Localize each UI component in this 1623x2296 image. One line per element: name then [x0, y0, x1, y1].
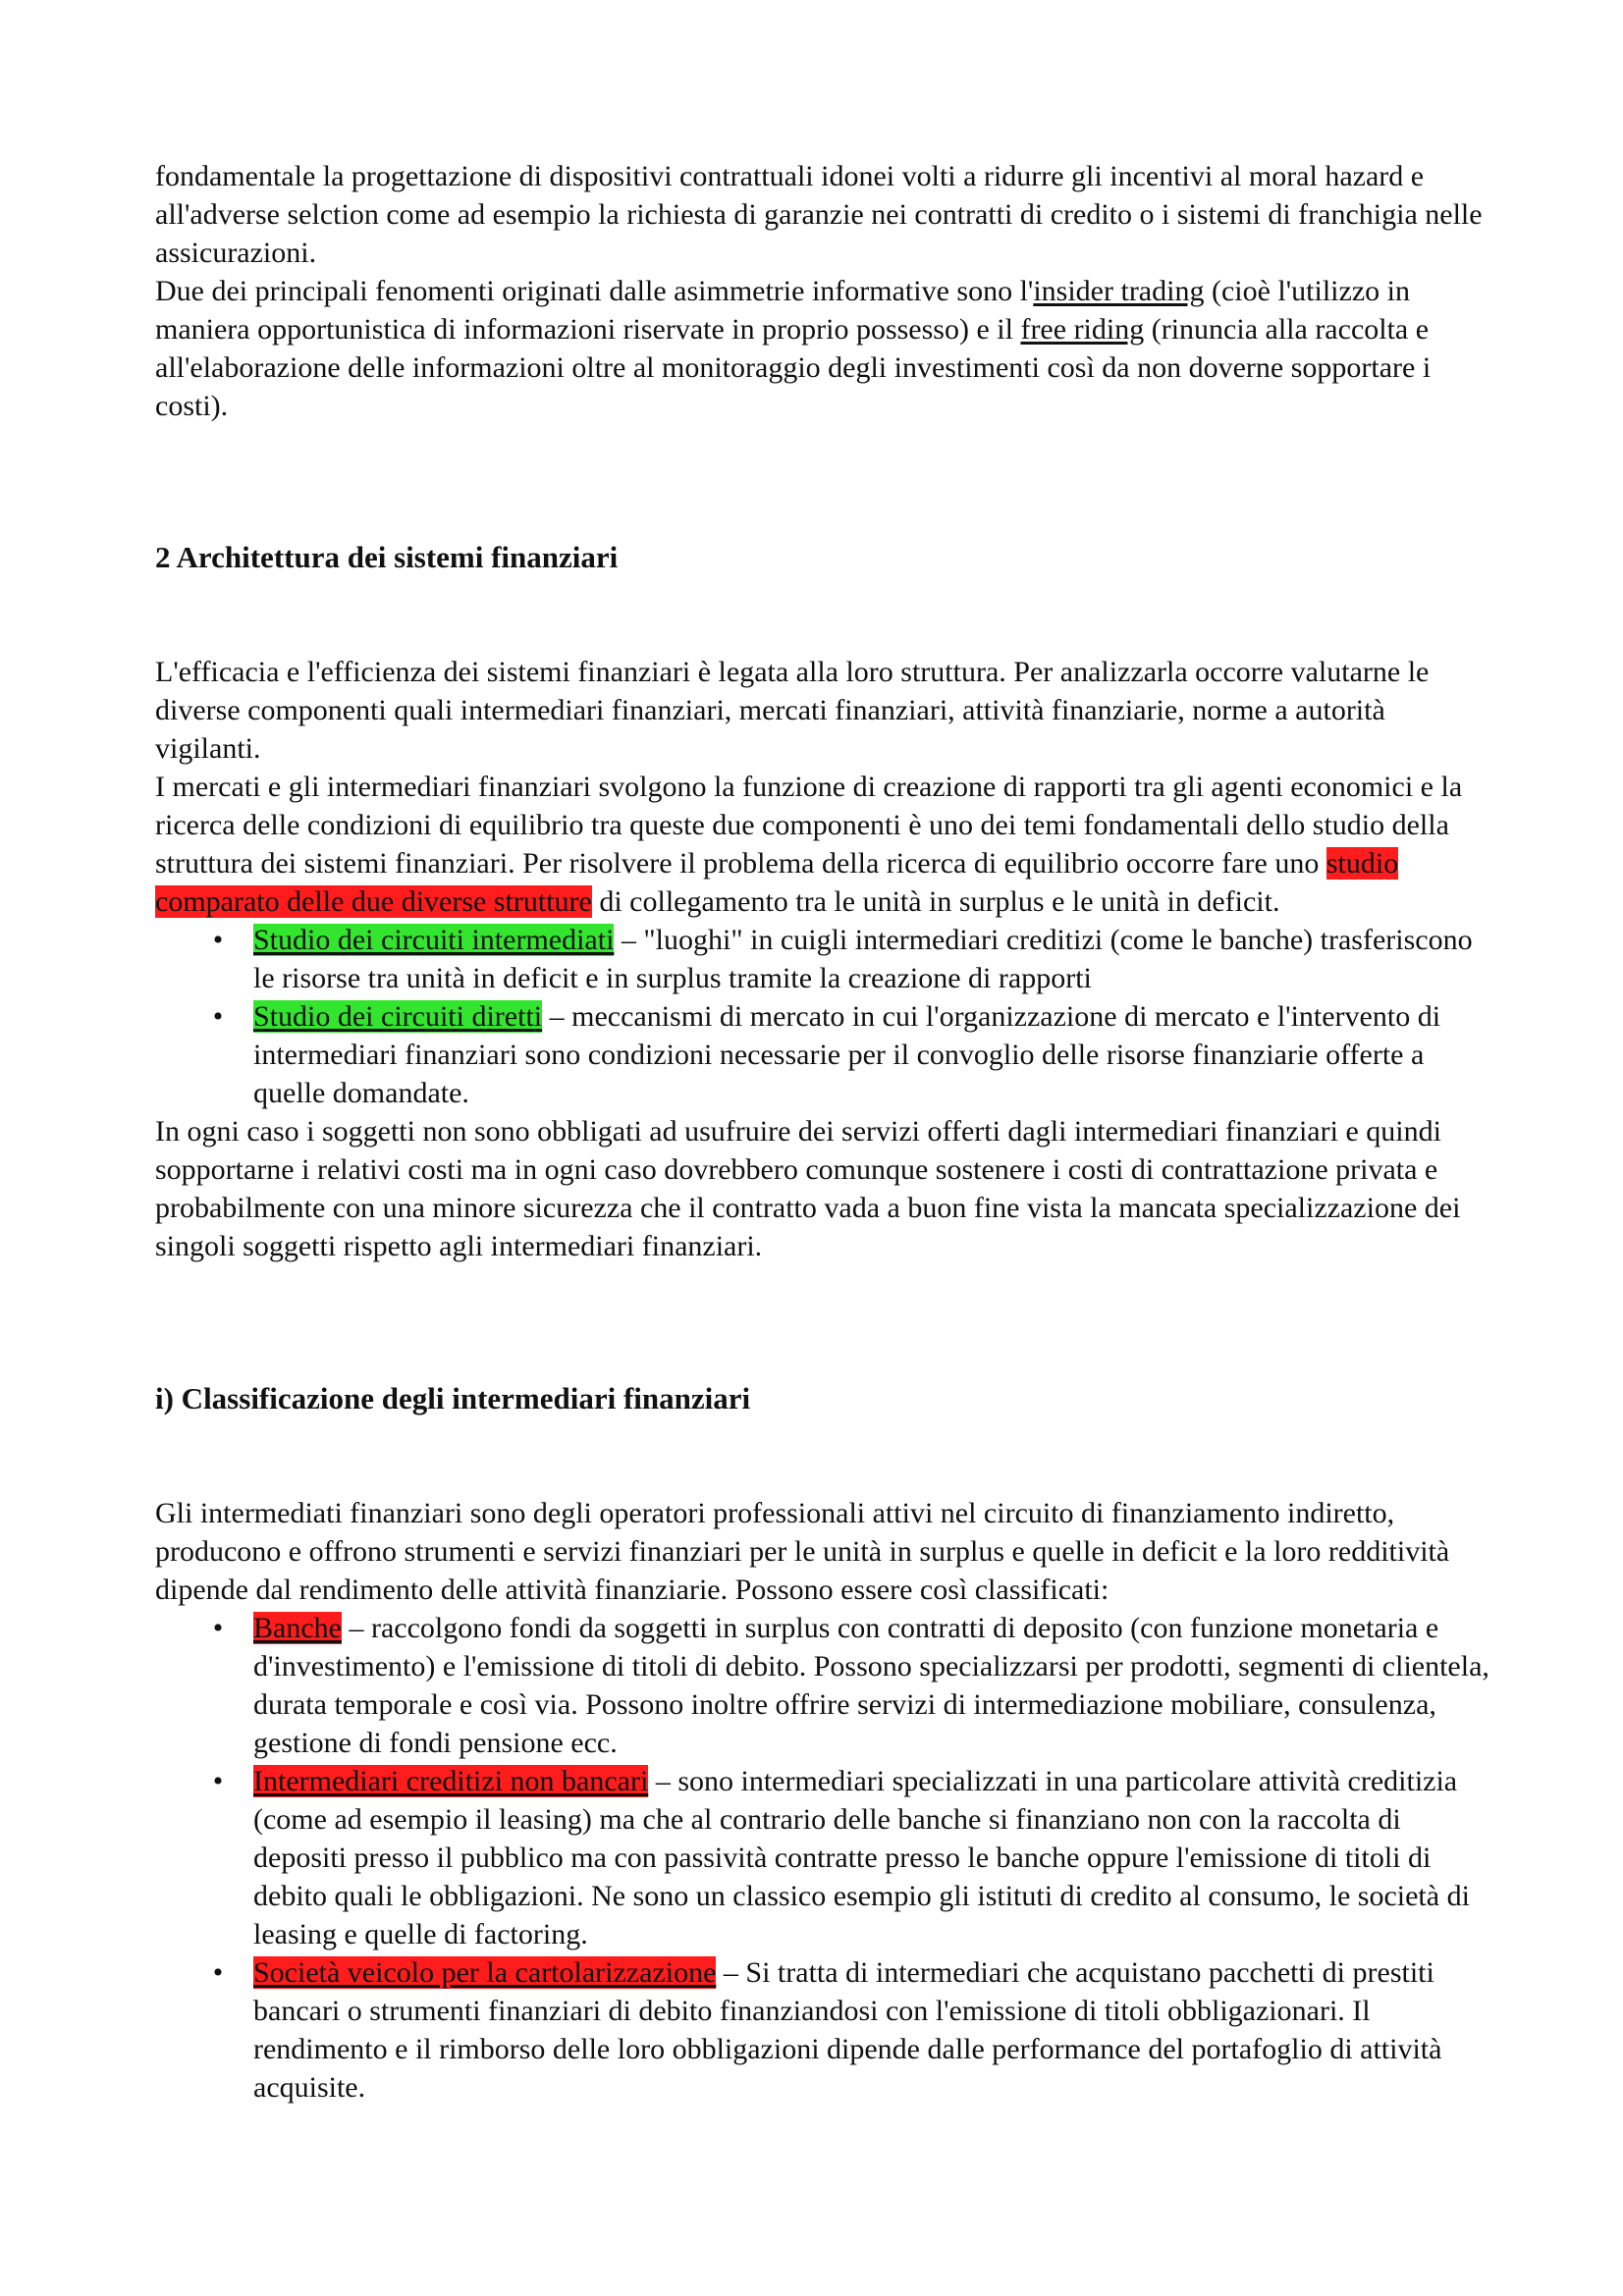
section-2-heading-block — [155, 538, 1490, 576]
bullet-icon: • — [212, 1956, 224, 1989]
bullet-text: – meccanismi di mercato in cui l'organizzazione di mercato e l'intervento di intermediari finanziari sono condizioni necessarie per il convoglio delle risorse finanziarie offerte a quelle domandate. — [253, 1000, 1441, 1109]
section-2-paragraph-2-pre: I mercati e gli intermediari finanziari svolgono la funzione di creazione di rapporti tra gli agenti economici e la ricerca delle condizioni di equilibrio tra queste due componenti è uno dei temi fondamentali dello studio della struttura dei sistemi finanziari. Per risolvere il problema della ricerca di equilibrio occorre fare uno — [155, 771, 1463, 880]
bullet-term: Studio dei circuiti diretti — [253, 1000, 543, 1033]
intermediaries-list — [155, 1609, 1490, 2107]
section-i-paragraph-1: Gli intermediati finanziari sono degli operatori professionali attivi nel circuito di finanziamento indiretto, producono e offrono strumenti e servizi finanziari per le unità in surplus e quelle in deficit e la loro redditività dipende dal rendimento delle attività finanziarie. Possono essere così classificati: — [155, 1497, 1450, 1606]
bullet-text: – sono intermediari specializzati in una particolare attività creditizia (come ad esempio il leasing) ma che al contrario delle banche si finanziano non con la raccolta di depositi presso il pubblico ma con passività contratte presso le banche oppure l'emissione di titoli di debito quali le obbligazioni. Ne sono un classico esempio gli istituti di credito al consumo, le società di leasing e quelle di factoring. — [253, 1765, 1470, 1950]
list-item — [155, 921, 1490, 997]
section-2-body — [155, 653, 1490, 1265]
free-riding-term: free riding — [1020, 313, 1145, 346]
bullet-icon: • — [212, 1765, 224, 1797]
intro-paragraph-1: fondamentale la progettazione di dispositivi contrattuali idonei volti a ridurre gli incentivi al moral hazard e all'adverse selction come ad esempio la richiesta di garanzie nei contratti di credito o i sistemi di franchigia nelle assicurazioni. — [155, 160, 1483, 269]
bullet-icon: • — [212, 1612, 224, 1644]
section-2-paragraph-1: L'efficacia e l'efficienza dei sistemi finanziari è legata alla loro struttura. Per analizzarla occorre valutarne le diverse componenti quali intermediari finanziari, mercati finanziari, attività finanziarie, norme a autorità vigilanti. — [155, 656, 1430, 765]
section-2-heading: 2 Architettura dei sistemi finanziari — [155, 540, 619, 574]
bullet-text: – Si tratta di intermediari che acquistano pacchetti di prestiti bancari o strumenti finanziari di debito finanziandosi con l'emissione di titoli obbligazionari. Il rendimento e il rimborso delle loro obbligazioni dipende dalle performance del portafoglio di attività acquisite. — [253, 1956, 1442, 2104]
bullet-icon: • — [212, 1000, 224, 1033]
list-item — [155, 997, 1490, 1112]
intro-paragraph-2-mid: (cioè l'utilizzo in maniera opportunistica di informazioni riservate in proprio possesso) e il — [155, 275, 1410, 346]
intro-paragraph-2-post: (rinuncia alla raccolta e all'elaborazione delle informazioni oltre al monitoraggio degli investimenti così da non doverne sopportare i costi). — [155, 313, 1432, 422]
highlighted-phrase: studio comparato delle due diverse strutture — [155, 847, 1399, 918]
bullet-text: – "luoghi" in cuigli intermediari creditizi (come le banche) trasferiscono le risorse tra unità in deficit e in surplus tramite la creazione di rapporti — [253, 924, 1473, 994]
circuits-list — [155, 921, 1490, 1112]
section-i-heading-block — [155, 1379, 1490, 1417]
intro-paragraph-2 — [155, 272, 1490, 425]
bullet-icon: • — [212, 924, 224, 956]
insider-trading-term: insider trading — [1033, 275, 1205, 307]
bullet-term: Studio dei circuiti intermediati — [253, 924, 615, 956]
section-2-paragraph-2 — [155, 768, 1490, 921]
bullet-term: Intermediari creditizi non bancari — [253, 1765, 649, 1797]
section-2-paragraph-2-post: di collegamento tra le unità in surplus e le unità in deficit. — [591, 885, 1280, 918]
intro-paragraph-2-pre: Due dei principali fenomenti originati dalle asimmetrie informative sono l' — [155, 275, 1034, 307]
section-i-body — [155, 1494, 1490, 2107]
intro-block — [155, 157, 1490, 425]
list-item — [155, 1762, 1490, 1953]
list-item — [155, 1609, 1490, 1762]
bullet-term: Banche — [253, 1612, 342, 1644]
list-item — [155, 1953, 1490, 2107]
bullet-text: – raccolgono fondi da soggetti in surplus con contratti di deposito (con funzione monetaria e d'investimento) e l'emissione di titoli di debito. Possono specializzarsi per prodotti, segmenti di clientela, durata temporale e così via. Possono inoltre offrire servizi di intermediazione mobiliare, consulenza, gestione di fondi pensione ecc. — [253, 1612, 1489, 1759]
section-i-heading: i) Classificazione degli intermediari finanziari — [155, 1381, 751, 1415]
bullet-term: Società veicolo per la cartolarizzazione — [253, 1956, 717, 1989]
section-2-paragraph-3: In ogni caso i soggetti non sono obbligati ad usufruire dei servizi offerti dagli intermediari finanziari e quindi sopportarne i relativi costi ma in ogni caso dovrebbero comunque sostenere i costi di contrattazione privata e probabilmente con una minore sicurezza che il contratto vada a buon fine vista la mancata specializzazione dei singoli soggetti rispetto agli intermediari finanziari. — [155, 1115, 1461, 1262]
